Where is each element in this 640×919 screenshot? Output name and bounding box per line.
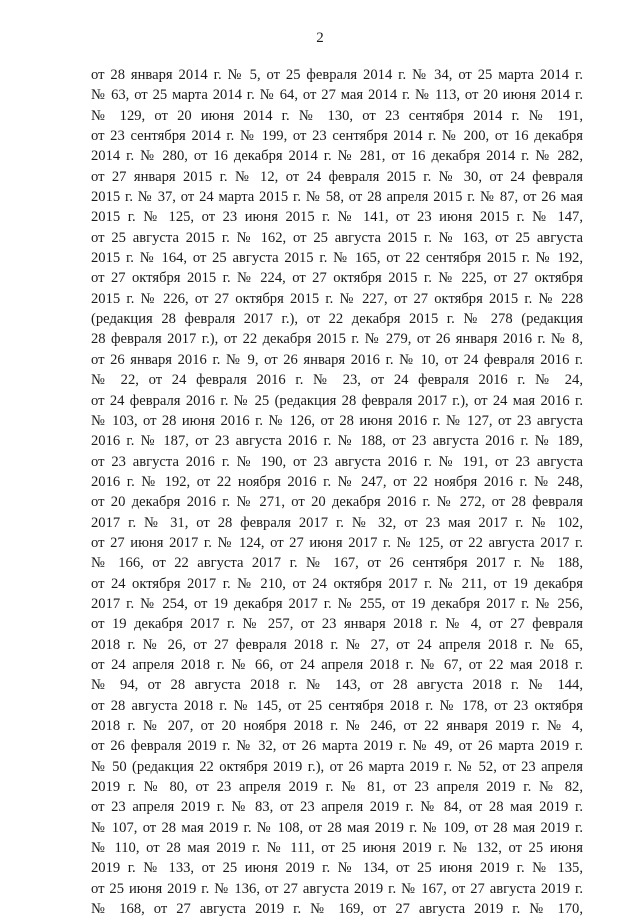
text-line: от 25 августа 2015 г. № 162, от 25 августа 2015 г. № 163, от 25 августа: [91, 229, 583, 246]
text-line: от 23 августа 2016 г. № 190, от 23 августа 2016 г. № 191, от 23 августа: [91, 453, 583, 470]
text-line: 2016 г. № 187, от 23 августа 2016 г. № 188, от 23 августа 2016 г. № 189,: [91, 433, 583, 450]
text-line: № 50 (редакция 22 октября 2019 г.), от 26 марта 2019 г. № 52, от 23 апреля: [91, 758, 583, 775]
text-line: № 22, от 24 февраля 2016 г. № 23, от 24 февраля 2016 г. № 24,: [91, 372, 583, 389]
text-line: от 28 января 2014 г. № 5, от 25 февраля 2014 г. № 34, от 25 марта 2014 г.: [91, 67, 583, 83]
text-line: от 23 апреля 2019 г. № 83, от 23 апреля 2019 г. № 84, от 28 мая 2019 г.: [91, 799, 583, 816]
text-line: 2019 г. № 133, от 25 июня 2019 г. № 134, от 25 июня 2019 г. № 135,: [91, 860, 583, 877]
text-line: от 23 сентября 2014 г. № 199, от 23 сентября 2014 г. № 200, от 16 декабря: [91, 128, 583, 145]
text-line: 2018 г. № 207, от 20 ноября 2018 г. № 246, от 22 января 2019 г. № 4,: [91, 718, 583, 734]
text-line: № 168, от 27 августа 2019 г. № 169, от 27 августа 2019 г. № 170,: [91, 901, 583, 918]
text-line: № 129, от 20 июня 2014 г. № 130, от 23 сентября 2014 г. № 191,: [91, 107, 583, 124]
text-line: 2015 г. № 226, от 27 октября 2015 г. № 227, от 27 октября 2015 г. № 228: [91, 290, 583, 307]
text-line: от 26 февраля 2019 г. № 32, от 26 марта 2019 г. № 49, от 26 марта 2019 г.: [91, 738, 583, 755]
text-line: 2018 г. № 26, от 27 февраля 2018 г. № 27, от 24 апреля 2018 г. № 65,: [91, 636, 583, 653]
text-line: от 20 декабря 2016 г. № 271, от 20 декабря 2016 г. № 272, от 28 февраля: [91, 494, 583, 511]
text-line: № 110, от 28 мая 2019 г. № 111, от 25 июня 2019 г. № 132, от 25 июня: [91, 840, 583, 857]
text-line: 2014 г. № 280, от 16 декабря 2014 г. № 281, от 16 декабря 2014 г. № 282,: [91, 148, 583, 165]
text-line: от 25 июня 2019 г. № 136, от 27 августа 2019 г. № 167, от 27 августа 2019 г.: [91, 880, 583, 897]
text-line: № 103, от 28 июня 2016 г. № 126, от 28 июня 2016 г. № 127, от 23 августа: [91, 412, 583, 429]
text-line: от 28 августа 2018 г. № 145, от 25 сентября 2018 г. № 178, от 23 октября: [91, 697, 583, 714]
text-line: № 63, от 25 марта 2014 г. № 64, от 27 мая 2014 г. № 113, от 20 июня 2014 г.: [91, 87, 583, 104]
text-line: (редакция 28 февраля 2017 г.), от 22 декабря 2015 г. № 278 (редакция: [91, 311, 583, 328]
text-line: от 24 октября 2017 г. № 210, от 24 октября 2017 г. № 211, от 19 декабря: [91, 575, 583, 592]
text-line: от 27 октября 2015 г. № 224, от 27 октября 2015 г. № 225, от 27 октября: [91, 270, 583, 287]
text-line: от 24 апреля 2018 г. № 66, от 24 апреля 2018 г. № 67, от 22 мая 2018 г.: [91, 656, 583, 673]
text-line: 2017 г. № 31, от 28 февраля 2017 г. № 32, от 23 мая 2017 г. № 102,: [91, 514, 583, 531]
text-line: 2015 г. № 125, от 23 июня 2015 г. № 141, от 23 июня 2015 г. № 147,: [91, 209, 583, 226]
text-line: № 107, от 28 мая 2019 г. № 108, от 28 мая 2019 г. № 109, от 28 мая 2019 г.: [91, 819, 583, 836]
text-line: 28 февраля 2017 г.), от 22 декабря 2015 г. № 279, от 26 января 2016 г. № 8,: [91, 331, 583, 348]
text-line: от 26 января 2016 г. № 9, от 26 января 2016 г. № 10, от 24 февраля 2016 г.: [91, 351, 583, 368]
page-number: 2: [316, 30, 324, 46]
text-line: 2019 г. № 80, от 23 апреля 2019 г. № 81, от 23 апреля 2019 г. № 82,: [91, 779, 583, 796]
text-line: № 166, от 22 августа 2017 г. № 167, от 26 сентября 2017 г. № 188,: [91, 555, 583, 572]
text-line: 2015 г. № 164, от 25 августа 2015 г. № 165, от 22 сентября 2015 г. № 192,: [91, 250, 583, 267]
text-line: 2015 г. № 37, от 24 марта 2015 г. № 58, от 28 апреля 2015 г. № 87, от 26 мая: [91, 189, 583, 206]
text-line: от 19 декабря 2017 г. № 257, от 23 января 2018 г. № 4, от 27 февраля: [91, 616, 583, 633]
text-line: от 27 июня 2017 г. № 124, от 27 июня 2017 г. № 125, от 22 августа 2017 г.: [91, 534, 583, 551]
text-line: 2016 г. № 192, от 22 ноября 2016 г. № 247, от 22 ноября 2016 г. № 248,: [91, 473, 583, 490]
text-line: от 24 февраля 2016 г. № 25 (редакция 28 февраля 2017 г.), от 24 мая 2016 г.: [91, 392, 583, 409]
text-line: от 27 января 2015 г. № 12, от 24 февраля 2015 г. № 30, от 24 февраля: [91, 168, 583, 185]
text-line: 2017 г. № 254, от 19 декабря 2017 г. № 255, от 19 декабря 2017 г. № 256,: [91, 595, 583, 612]
text-line: № 94, от 28 августа 2018 г. № 143, от 28 августа 2018 г. № 144,: [91, 677, 583, 694]
body-text: [91, 65, 583, 919]
